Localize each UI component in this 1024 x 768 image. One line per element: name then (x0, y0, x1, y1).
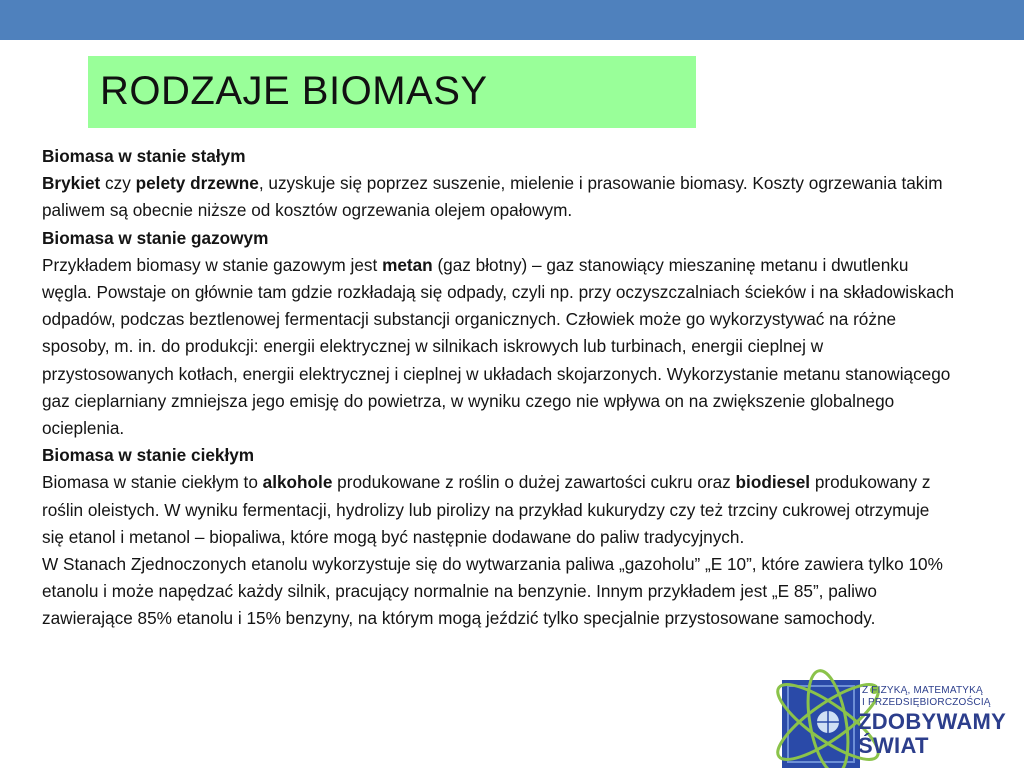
text-segment: Biomasa w stanie ciekłym to (42, 472, 263, 493)
logo-text-line2: I PRZEDSIĘBIORCZOŚCIĄ (862, 697, 991, 708)
text-segment: (gaz błotny) – gaz stanowiący mieszaninę metanu i dwutlenku węgla. Powstaje on głównie tam gdzie rozkładają się odpady, czyli np. przy oczyszczalniach ścieków i na składowiskach odpadów, podczas beztlenowej fermentacji substancji organicznych. Człowiek może go wykorzystywać na różne sposoby, m. in. do produkcji: energii elektrycznej w silnikach iskrowych lub turbinach, energii cieplnej w przystosowanych kotłach, energii elektrycznej i cieplnej w układach skojarzonych. Wykorzystanie metanu stanowiącego gaz cieplarniany zmniejsza jego emisję do powietrza, w wyniku czego nie wpływa on na zwiększenie globalnego ocieplenia. (42, 254, 955, 439)
heading-liquid-text: Biomasa w stanie ciekłym (42, 445, 255, 466)
top-accent-bar (0, 0, 1024, 40)
slide-title: RODZAJE BIOMASY (100, 69, 488, 113)
term-metan: metan (382, 254, 433, 275)
logo-text-line1: Z FIZYKĄ, MATEMATYKĄ (862, 685, 983, 696)
heading-liquid (42, 442, 954, 469)
paragraph-liquid (42, 469, 954, 551)
text-segment: Przykładem biomasy w stanie gazowym jest (42, 254, 383, 275)
logo-text-line3: ZDOBYWAMY (858, 709, 1007, 734)
title-box (88, 56, 696, 128)
heading-gas-text: Biomasa w stanie gazowym (42, 227, 269, 248)
paragraph-gas (42, 252, 954, 442)
term-pelety: pelety drzewne (135, 173, 259, 194)
term-alkohole: alkohole (262, 472, 333, 493)
text-segment: produkowane z roślin o dużej zawartości cukru oraz (332, 472, 736, 493)
heading-gas (42, 225, 954, 252)
slide-content (42, 143, 954, 633)
text-segment: czy (100, 173, 136, 194)
program-logo (770, 636, 1024, 768)
term-biodiesel: biodiesel (735, 472, 811, 493)
heading-solid (42, 143, 954, 170)
term-brykiet: Brykiet (42, 173, 101, 194)
heading-solid-text: Biomasa w stanie stałym (42, 146, 246, 166)
text-segment: , uzyskuje się poprzez suszenie, mielenie i prasowanie biomasy. Koszty ogrzewania takim paliwem są obecnie niższe od kosztów ogrzewania olejem opałowym. (42, 173, 943, 221)
logo-text-line4: ŚWIAT (858, 733, 929, 758)
paragraph-liquid-2: W Stanach Zjednoczonych etanolu wykorzystuje się do wytwarzania paliwa „gazoholu” „E 10”, które zawiera tylko 10% etanolu i może napędzać każdy silnik, pracujący normalnie na benzynie. Innym przykładem jest „E 85”, paliwo zawierające 85% etanolu i 15% benzyny, na którym mogą jeździć tylko specjalnie przystosowane samochody. (42, 554, 943, 629)
text-segment: produkowany z roślin oleistych. W wyniku fermentacji, hydrolizy lub pirolizy na przykład kukurydzy czy też trzciny cukrowej otrzymuje się etanol i metanol – biopaliwa, które mogą być następnie dodawane do paliw tradycyjnych. (42, 472, 931, 547)
paragraph-solid (42, 170, 954, 224)
